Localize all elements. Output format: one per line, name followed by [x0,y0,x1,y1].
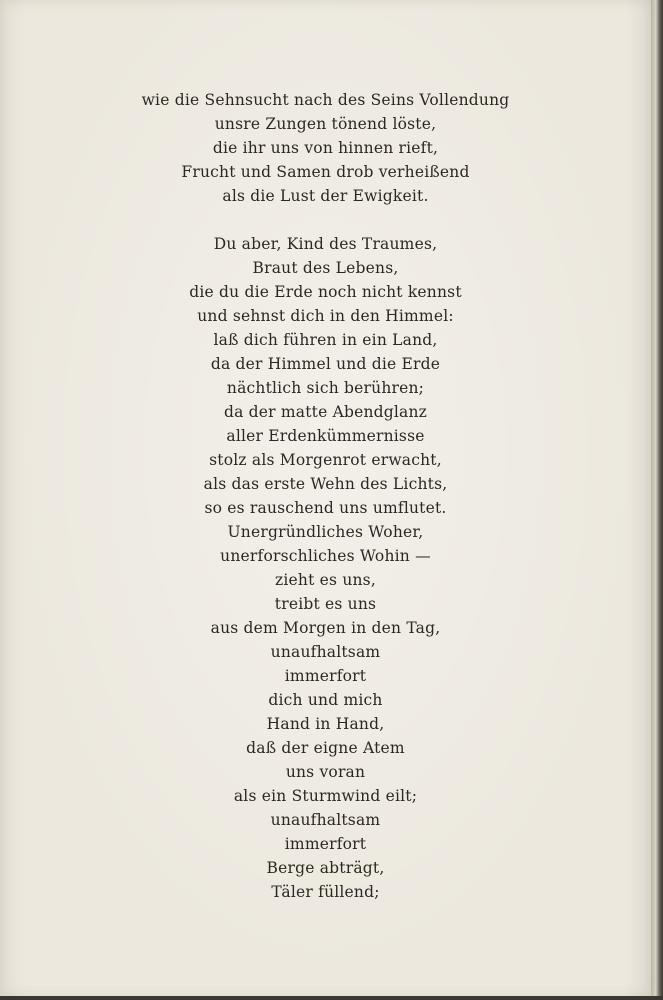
poem-line: daß der eigne Atem [246,739,405,757]
poem-line: Unergründliches Woher, [227,523,424,541]
poem-text [0,88,651,904]
poem-line: als das erste Wehn des Lichts, [203,475,448,493]
poem-line: Täler füllend; [271,883,380,901]
poem-line: so es rauschend uns umflutet. [204,499,447,517]
poem-line: als die Lust der Ewigkeit. [222,187,429,205]
poem-line: Berge abträgt, [266,859,385,877]
poem-line: die ihr uns von hinnen rieft, [212,139,439,157]
page-bottom-edge [0,996,663,1000]
stanza [0,232,651,904]
poem-line: unaufhaltsam [270,811,381,829]
poem-line: und sehnst dich in den Himmel: [197,307,454,325]
poem-line: uns voran [285,763,366,781]
poem-line: die du die Erde noch nicht kennst [189,283,462,301]
poem-line: aus dem Morgen in den Tag, [210,619,441,637]
poem-line: als ein Sturmwind eilt; [233,787,418,805]
poem-line: unsre Zungen tönend löste, [214,115,437,133]
poem-line: unerforschliches Wohin — [220,547,431,565]
poem-line: aller Erdenkümmernisse [226,427,425,445]
poem-line: laß dich führen in ein Land, [213,331,438,349]
poem-line: wie die Sehnsucht nach des Seins Vollendung [141,91,510,109]
poem-line: Frucht und Samen drob verheißend [181,163,470,181]
poem-line: dich und mich [268,691,383,709]
book-spine-edge [651,0,663,1000]
poem-line: immerfort [284,667,367,685]
stanza [0,88,651,208]
poem-line: zieht es uns, [275,571,376,589]
poem-line: da der matte Abendglanz [223,403,428,421]
poem-line: Hand in Hand, [266,715,385,733]
poem-line: nächtlich sich berühren; [226,379,425,397]
poem-line: immerfort [284,835,367,853]
poem-line: Du aber, Kind des Traumes, [213,235,438,253]
poem-line: Braut des Lebens, [252,259,399,277]
poem-line: treibt es uns [274,595,377,613]
poem-line: stolz als Morgenrot erwacht, [209,451,442,469]
poem-line: da der Himmel und die Erde [210,355,441,373]
poem-line: unaufhaltsam [270,643,381,661]
